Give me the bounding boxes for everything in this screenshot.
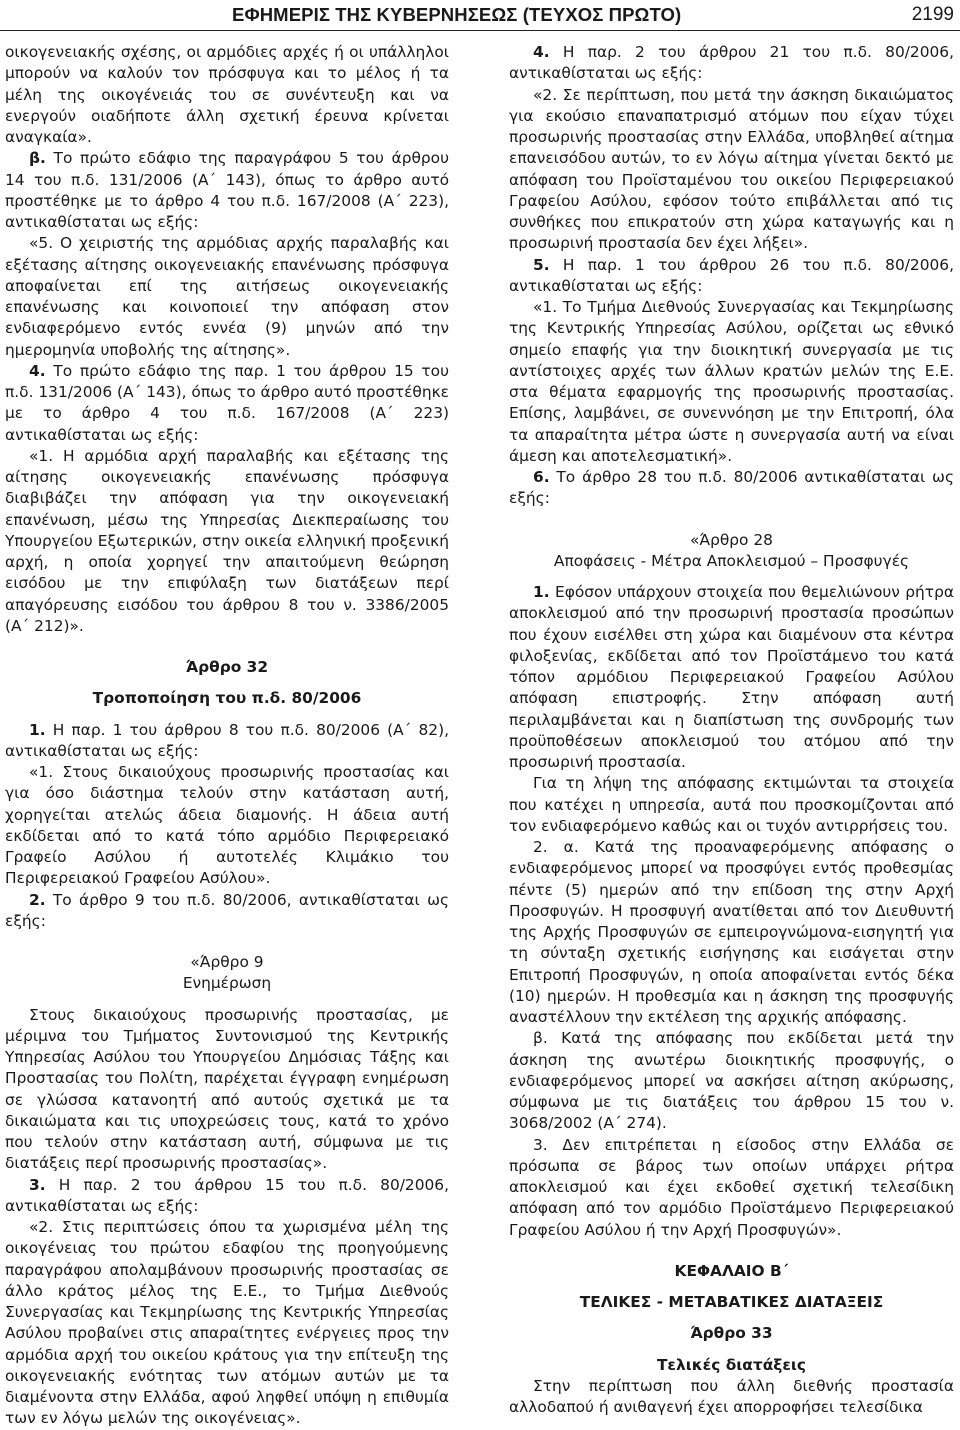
- paragraph: [509, 582, 954, 773]
- page-number: 2199: [911, 4, 954, 25]
- gazette-title: ΕΦΗΜΕΡΙΣ ΤΗΣ ΚΥΒΕΡΝΗΣΕΩΣ (ΤΕΥΧΟΣ ΠΡΩΤΟ): [232, 4, 682, 25]
- paragraph-text: Το άρθρο 28 του π.δ. 80/2006 αντικαθίσταται ως εξής:: [509, 468, 954, 508]
- item-number: 5.: [533, 255, 550, 274]
- left-column: [5, 42, 449, 1430]
- item-number: 1.: [533, 583, 550, 601]
- item-number: 4.: [533, 43, 550, 61]
- paragraph: «1. Το Τμήμα Διεθνούς Συνεργασίας και Τεκμηρίωσης της Κεντρικής Υπηρεσίας Ασύλου, ορίζεται ως εθνικό σημείο επαφής για την διοικητική συνεργασία με τις αντίστοιχες αρχές των άλλων κρατών μελών της Ε.Ε. στα θέματα εφαρμογής της προσωρινής προστασίας. Επίσης, λαμβάνει, σε συνεννόηση με την Επιτροπή, όλα τα απαραίτητα μέτρα ώστε η συνεργασία αυτή να είναι άμεση και αποτελεσματική».: [509, 298, 954, 465]
- chapter-subtitle: ΤΕΛΙΚΕΣ - ΜΕΤΑΒΑΤΙΚΕΣ ΔΙΑΤΑΞΕΙΣ: [579, 1293, 884, 1311]
- paragraph: [5, 890, 449, 933]
- paragraph: [509, 467, 954, 510]
- paragraph-text: Η παρ. 1 του άρθρου 8 του π.δ. 80/2006 (Α΄ 82), αντικαθίσταται ως εξής:: [5, 720, 449, 760]
- paragraph-text: Εφόσον υπάρχουν στοιχεία που θεμελιώνουν ρήτρα αποκλεισμού από την προσωρινή προστασία προσώπων που έχουν εισέλθει στη χώρα και διαμένουν στα κέντρα φιλοξενίας, εκδίδεται από τον Προϊστάμενο του κατά τόπον αρμόδιου Περιφερειακού Γραφείου Ασύλου απόφαση επιστροφής. Στην απόφαση αυτή περιλαμβάνεται και η διαπίστωση της συνδρομής των προϋποθέσεων αποκλεισμού του ατόμου από την προσωρινή προστασία.: [509, 583, 954, 771]
- article-subtitle: Τροποποίηση του π.δ. 80/2006: [92, 689, 362, 708]
- chapter-title: ΚΕΦΑΛΑΙΟ Β΄: [674, 1261, 789, 1280]
- paragraph-text: Η παρ. 1 του άρθρου 26 του π.δ. 80/2006, αντικαθίσταται ως εξής:: [509, 255, 954, 295]
- paragraph-text: Η παρ. 2 του άρθρου 15 του π.δ. 80/2006, αντικαθίσταται ως εξής:: [5, 1175, 449, 1215]
- right-column: [509, 42, 954, 1418]
- article-title: Άρθρο 32: [185, 658, 269, 676]
- paragraph: [509, 255, 954, 298]
- paragraph: οικογενειακής σχέσης, οι αρμόδιες αρχές ή οι υπάλληλοι μπορούν να καλούν τον πρόσφυγα και το μέλος ή τα μέλη της οικογένειάς του σε συνέντευξη και να ενεργούν οιαδήποτε άλλη σχετική έρευνα κρίνεται αναγκαία».: [5, 43, 449, 146]
- paragraph: 3. Δεν επιτρέπεται η είσοδος στην Ελλάδα σε πρόσωπα σε βάρος των οποίων υπάρχει ρήτρα αποκλεισμού και έχει εκδοθεί σχετική τελεσίδικη απόφαση από τον αρμόδιο Προϊστάμενο Περιφερειακού Γραφείου Ασύλου ή την Αρχή Προσφυγών».: [509, 1135, 954, 1239]
- article-title: «Άρθρο 28: [690, 530, 773, 549]
- paragraph: [509, 42, 954, 85]
- paragraph: «1. Στους δικαιούχους προσωρινής προστασίας και για όσο διάστημα τελούν στην κατάσταση αυτή, χορηγείται ατελώς άδεια διαμονής. Η άδεια αυτή εκδίδεται από το κατά τόπο αρμόδιο Περιφερειακό Γραφείο Ασύλου ή αυτοτελές Κλιμάκιο του Περιφερειακού Γραφείου Ασύλου».: [5, 763, 449, 888]
- item-number: 2.: [29, 890, 46, 909]
- paragraph-text: Η παρ. 2 του άρθρου 21 του π.δ. 80/2006, αντικαθίσταται ως εξής:: [509, 43, 954, 83]
- paragraph: «5. Ο χειριστής της αρμόδιας αρχής παραλαβής και εξέτασης αίτησης οικογενειακής επανένωσης πρόσφυγα αποφαίνεται επί της αιτήσεως οικογενειακής επανένωσης και κοινοποιεί την απόφαση στον ενδιαφερόμενο εντός εννέα (9) μηνών από την ημερομηνία υποβολής της αίτησης».: [5, 234, 449, 359]
- paragraph: «2. Σε περίπτωση, που μετά την άσκηση δικαιώματος για εκούσιο επαναπατρισμό ατόμων που είχαν τύχει προσωρινής προστασίας στην Ελλάδα, υποβληθεί αίτημα επανεισόδου αυτών, το εν λόγω αίτημα γίνεται δεκτό με απόφαση του Προϊσταμένου του οικείου Περιφερειακού Γραφείου Ασύλου, εφόσον τούτο επιβάλλεται από τις συνθήκες που επικρατούν στη χώρα καταγωγής και η προσωρινή προστασία δεν έχει λήξει».: [509, 85, 954, 253]
- page-header: [0, 2, 960, 31]
- paragraph: [5, 1175, 449, 1218]
- item-number: 4.: [29, 361, 46, 380]
- item-number: 1.: [29, 720, 46, 739]
- paragraph-text: Το πρώτο εδάφιο της παραγράφου 5 του άρθρου 14 του π.δ. 131/2006 (Α΄ 143), όπως το άρθρο αυτό προστέθηκε με το άρθρο 4 του π.δ. 167/2008 (Α΄ 223), αντικαθίσταται ως εξής:: [5, 149, 449, 231]
- item-number: 6.: [533, 468, 550, 486]
- paragraph: β. Κατά της απόφασης που εκδίδεται μετά την άσκηση της ανωτέρω διοικητικής προσφυγής, ο ενδιαφερόμενος μπορεί να ασκήσει αίτηση ακύρωσης, σύμφωνα με τις διατάξεις του άρθρου 15 του ν. 3068/2002 (Α΄ 274).: [509, 1029, 954, 1133]
- paragraph: Στους δικαιούχους προσωρινής προστασίας, με μέριμνα του Τμήματος Συντονισμού της Κεντρικής Υπηρεσίας Ασύλου του Υπουργείου Δημόσιας Τάξης και Προστασίας του Πολίτη, παρέχεται έγγραφη ενημέρωση σε γλώσσα κατανοητή από αυτούς σχετικά με τα δικαιώματα και τις υποχρεώσεις τους, κατά το χρόνο που τελούν στην κατάσταση αυτή, σύμφωνα με τις διατάξεις περί προσωρινής προστασίας».: [5, 1005, 449, 1173]
- article-title: «Άρθρο 9: [190, 953, 264, 971]
- paragraph: Στην περίπτωση που άλλη διεθνής προστασία αλλοδαπού ή ανιθαγενή έχει απορροφήσει τελεσίδικα: [509, 1376, 954, 1416]
- article-subtitle: Αποφάσεις - Μέτρα Αποκλεισμού – Προσφυγές: [553, 551, 910, 570]
- article-subtitle: Ενημέρωση: [182, 974, 272, 993]
- paragraph: 2. α. Κατά της προαναφερόμενης απόφασης ο ενδιαφερόμενος μπορεί να προσφύγει εντός προθεσμίας πέντε (5) ημερών από την επίδοση της στην Αρχή Προσφυγών. Η προσφυγή ανατίθεται από τον Διευθυντή της Αρχής Προσφυγών σε εμπειρογνώμονα-εισηγητή για τη σύνταξη σχετικής εισήγησης και εισάγεται στην Επιτροπή Προσφυγών, η οποία αποφαίνεται εντός δέκα (10) ημερών. Η προθεσμία και η άσκηση της προσφυγής αναστέλλουν την εκτέλεση της αρχικής απόφασης.: [509, 838, 954, 1026]
- paragraph: [5, 361, 449, 446]
- paragraph: [5, 720, 449, 763]
- paragraph-text: Το πρώτο εδάφιο της παρ. 1 του άρθρου 15 του π.δ. 131/2006 (Α΄ 143), όπως το άρθρο αυτό προστέθηκε με το άρθρο 4 του π.δ. 167/2008 (Α΄ 223) αντικαθίσταται ως εξής:: [5, 361, 449, 444]
- paragraph: Για τη λήψη της απόφασης εκτιμώνται τα στοιχεία που κατέχει η υπηρεσία, αυτά που προσκομίζονται από τον ενδιαφερόμενο καθώς και οι τυχόν αντιρρήσεις του.: [509, 774, 954, 835]
- item-number: β.: [29, 149, 46, 168]
- paragraph: «2. Στις περιπτώσεις όπου τα χωρισμένα μέλη της οικογένειας του πρώτου εδαφίου της προηγούμενης παραγράφου απολαμβάνουν προσωρινής προστασίας σε άλλο κράτος μέλος της Ε.Ε., το Τμήμα Διεθνούς Συνεργασίας και Τεκμηρίωσης της Κεντρικής Υπηρεσίας Ασύλου προβαίνει στις απαραίτητες ενέργειες προς την αρμόδια αρχή του οικείου κράτους για την επίτευξη της οικογενειακής ενότητας των ατόμων αυτών με τα διαμένοντα στην Ελλάδα, αφού ληφθεί υπόψη η επιθυμία των εν λόγω μελών της οικογένειας».: [5, 1218, 449, 1428]
- article-title: Άρθρο 33: [690, 1324, 773, 1343]
- paragraph: «1. Η αρμόδια αρχή παραλαβής και εξέτασης της αίτησης οικογενειακής επανένωσης πρόσφυγα διαβιβάζει την απόφαση για την οικογενειακή επανένωση, μέσω της Υπηρεσίας Διεκπεραίωσης του Υπουργείου Εξωτερικών, στην οικεία ελληνική προξενική αρχή, η οποία χορηγεί την απαιτούμενη θεώρηση εισόδου με την επιφύλαξη των διατάξεων περί απαγόρευσης εισόδου του άρθρου 8 του ν. 3386/2005 (Α΄ 212)».: [5, 446, 449, 635]
- article-subtitle: Τελικές διατάξεις: [656, 1355, 807, 1374]
- paragraph-text: Το άρθρο 9 του π.δ. 80/2006, αντικαθίσταται ως εξής:: [5, 890, 449, 930]
- paragraph: [5, 148, 449, 233]
- item-number: 3.: [29, 1175, 46, 1194]
